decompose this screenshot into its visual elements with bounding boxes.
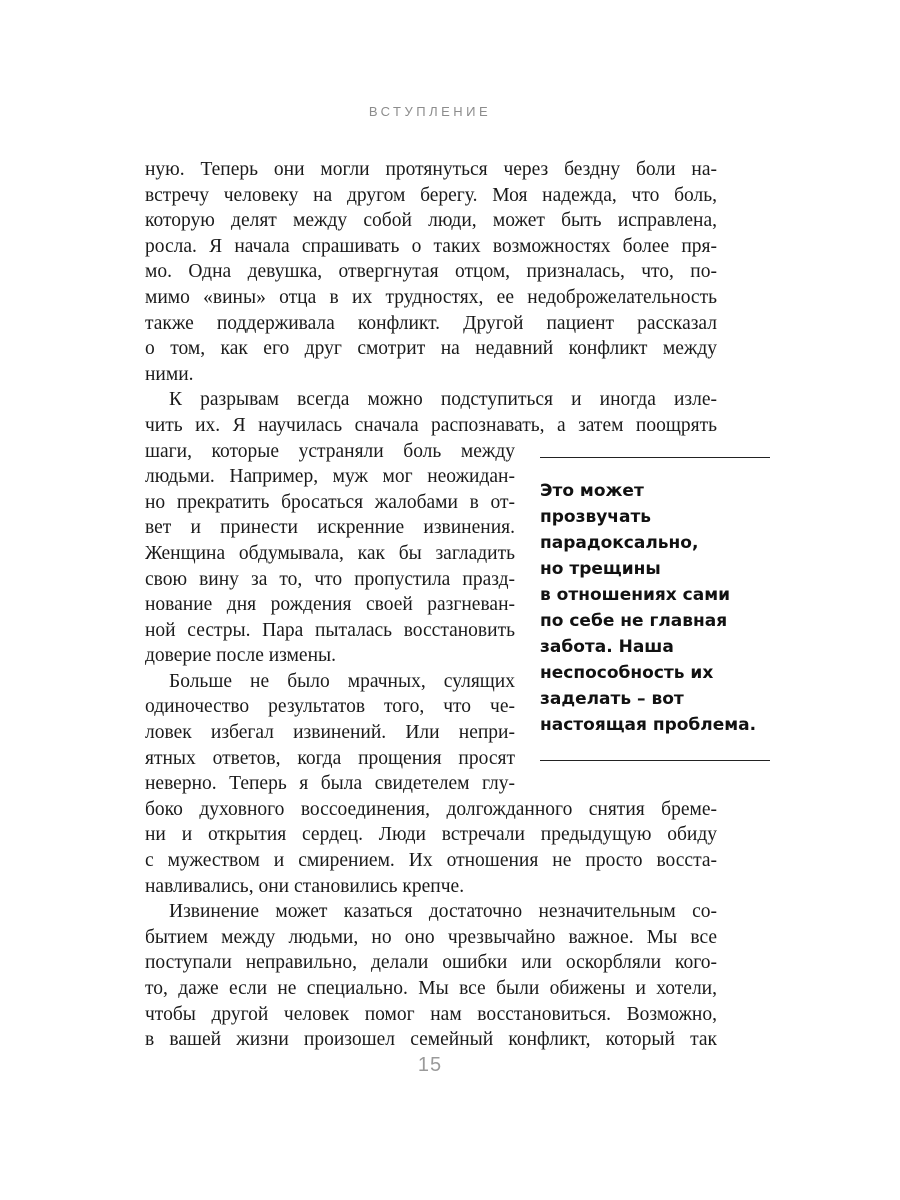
pull-quote-line: настоящая проблема. xyxy=(540,715,757,735)
text-line: чить их. Я научилась сначала распознавать, а затем поощрять xyxy=(145,414,717,436)
text-line: мимо «вины» отца в их трудностях, ее недоброжелательность xyxy=(145,286,717,308)
text-line: бытием между людьми, но оно чрезвычайно важное. Мы все xyxy=(145,926,717,948)
text-line: шаги, которые устраняли боль между xyxy=(145,440,515,462)
text-line: ловек избегал извинений. Или непри- xyxy=(145,722,515,744)
text-line: ной сестры. Пара пыталась восстановить xyxy=(145,619,515,641)
text-line: ни и открытия сердец. Люди встречали предыдущую обиду xyxy=(145,824,717,846)
text-line: которую делят между собой люди, может быть исправлена, xyxy=(145,210,717,232)
paragraph-start-line: Извинение может казаться достаточно незначительным со- xyxy=(169,901,717,923)
text-line: ними. xyxy=(145,363,194,385)
pull-quote-line: прозвучать xyxy=(540,507,652,527)
text-line: ную. Теперь они могли протянуться через бездну боли на- xyxy=(145,159,717,180)
text-line: в вашей жизни произошел семейный конфликт, который так xyxy=(145,1029,717,1051)
text-line: о том, как его друг смотрит на недавний конфликт между xyxy=(145,338,717,360)
text-line: но прекратить бросаться жалобами в от- xyxy=(145,491,515,513)
text-line: росла. Я начала спрашивать о таких возможностях более пря- xyxy=(145,235,717,257)
text-line: Женщина обдумывала, как бы загладить xyxy=(145,542,515,564)
text-line: ятных ответов, когда прощения просят xyxy=(145,747,515,769)
text-line: мо. Одна девушка, отвергнутая отцом, призналась, что, по- xyxy=(145,261,717,283)
running-header: ВСТУПЛЕНИЕ xyxy=(368,104,492,119)
pull-quote-line: в отношениях сами xyxy=(540,585,731,605)
pull-quote-line: по себе не главная xyxy=(540,611,728,631)
text-line: боко духовного воссоединения, долгожданного снятия бреме- xyxy=(145,798,717,820)
pull-quote-line: Это может xyxy=(540,481,644,501)
text-line: встречу человеку на другом берегу. Моя надежда, что боль, xyxy=(145,184,717,206)
text-line: свою вину за то, что пропустила празд- xyxy=(145,568,515,590)
paragraph-start-line: Больше не было мрачных, сулящих xyxy=(169,670,515,692)
text-line: навливались, они становились крепче. xyxy=(145,875,465,897)
pull-quote-line: заделать – вот xyxy=(540,689,684,709)
text-line: одиночество результатов того, что че- xyxy=(145,696,515,718)
text-line: неверно. Теперь я была свидетелем глу- xyxy=(145,773,515,795)
pull-quote-line: неспособность их xyxy=(540,663,714,683)
text-line: доверие после измены. xyxy=(145,645,336,667)
text-line: также поддерживала конфликт. Другой пациент рассказал xyxy=(145,312,717,334)
text-line: то, даже если не специально. Мы все были обижены и хотели, xyxy=(145,978,717,999)
text-line: с мужеством и смирением. Их отношения не просто восста- xyxy=(145,850,717,872)
pull-quote xyxy=(540,457,770,761)
text-line: вет и принести искренние извинения. xyxy=(145,517,515,539)
pull-quote-line: но трещины xyxy=(540,559,661,579)
paragraph-start-line: К разрывам всегда можно подступиться и иногда изле- xyxy=(169,389,717,411)
pull-quote-line: парадоксально, xyxy=(540,533,699,553)
text-line: поступали неправильно, делали ошибки или оскорбляли кого- xyxy=(145,952,717,974)
text-line: чтобы другой человек помог нам восстановиться. Возможно, xyxy=(145,1003,717,1025)
text-line: людьми. Например, муж мог неожидан- xyxy=(145,466,515,488)
pull-quote-line: забота. Наша xyxy=(540,637,674,657)
text-line: нование дня рождения своей разгневан- xyxy=(145,594,515,616)
page-number: 15 xyxy=(417,1054,443,1076)
